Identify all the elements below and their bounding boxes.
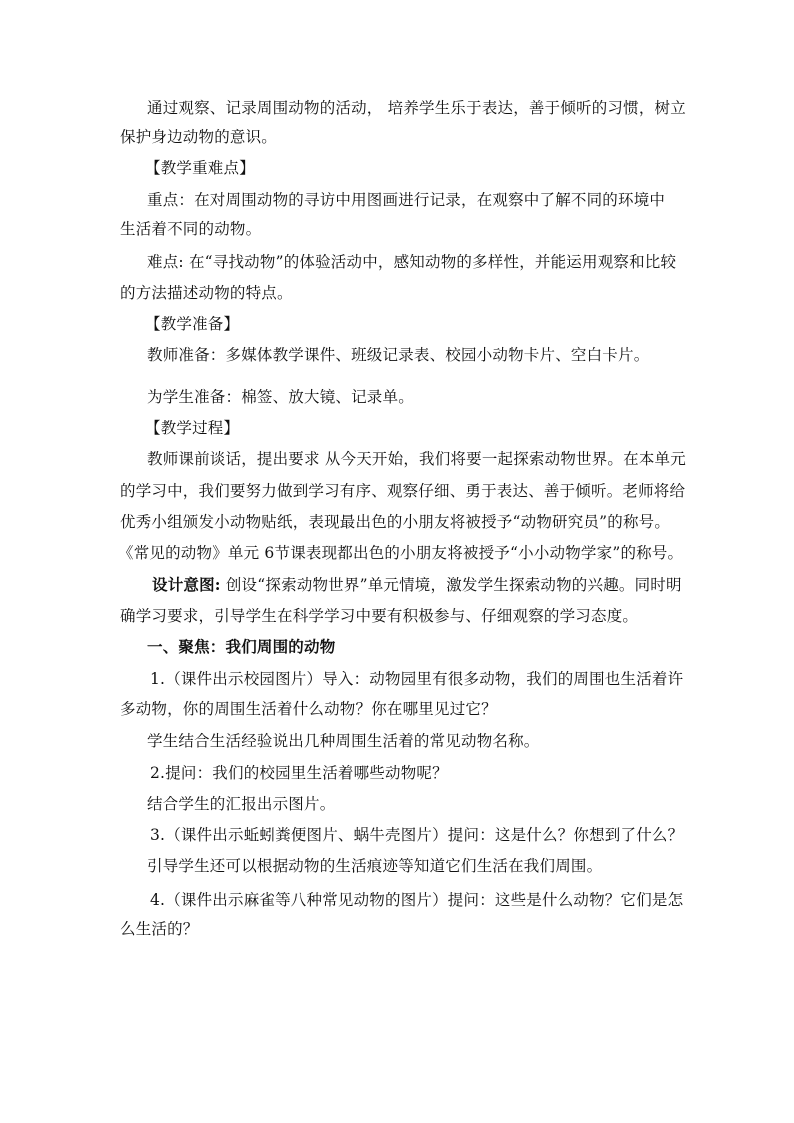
item-3: 3.（课件出示蚯蚓粪便图片、蜗牛壳图片）提问：这是什么？你想到了什么？ [150, 826, 684, 844]
process-intro-line-2: 的学习中，我们要努力做到学习有序、观察仔细、勇于表达、善于倾听。老师将给 [120, 482, 686, 500]
process-heading: 【教学过程】 [145, 419, 240, 437]
key-point-line-2: 生活着不同的动物。 [120, 220, 262, 238]
item-4-line-2: 么生活的？ [120, 920, 199, 938]
goal-text-line-1: 通过观察、记录周围动物的活动， 培养学生乐于表达，善于倾听的习惯，树立 [147, 99, 686, 117]
design-intent-label: 设计意图: [152, 575, 221, 594]
item-1-response: 学生结合生活经验说出几种周围生活着的常见动物名称。 [147, 732, 540, 750]
item-1-line-2: 多动物，你的周围生活着什么动物？你在哪里见过它？ [120, 700, 497, 718]
goal-text-line-2: 保护身边动物的意识。 [120, 128, 278, 146]
design-intent-line-2: 确学习要求，引导学生在科学学习中要有积极参与、仔细观察的学习态度。 [120, 607, 639, 625]
teacher-preparation: 教师准备：多媒体教学课件、班级记录表、校园小动物卡片、空白卡片。 [147, 346, 650, 364]
process-intro-line-1: 教师课前谈话，提出要求 从今天开始，我们将要一起探索动物世界。在本单元 [147, 450, 686, 468]
preparation-heading: 【教学准备】 [145, 315, 240, 333]
item-3-response: 引导学生还可以根据动物的生活痕迹等知道它们生活在我们周围。 [147, 857, 603, 875]
process-intro-line-3: 优秀小组颁发小动物贴纸，表现最出色的小朋友将被授予“动物研究员”的称号。 [120, 513, 671, 531]
difficult-point-line-1: 难点: 在“寻找动物”的体验活动中，感知动物的多样性，并能运用观察和比较 [147, 253, 677, 271]
design-intent-line-1 [152, 575, 682, 595]
section-heading-focus: 一、聚焦：我们周围的动物 [147, 637, 336, 656]
key-point-line-1: 重点：在对周围动物的寻访中用图画进行记录，在观察中了解不同的环境中 [147, 191, 666, 209]
item-4-line-1: 4.（课件出示麻雀等八种常见动物的图片）提问：这些是什么动物？它们是怎 [150, 891, 684, 909]
process-intro-line-4: 《常见的动物》单元 6节课表现都出色的小朋友将被授予“小小动物学家”的称号。 [118, 544, 684, 562]
student-preparation: 为学生准备：棉签、放大镜、记录单。 [147, 388, 414, 406]
difficulty-heading: 【教学重难点】 [145, 159, 255, 177]
item-2: 2.提问：我们的校园里生活着哪些动物呢？ [150, 764, 448, 782]
item-2-response: 结合学生的汇报出示图片。 [147, 795, 336, 813]
difficult-point-line-2: 的方法描述动物的特点。 [120, 284, 293, 302]
item-1-line-1: 1.（课件出示校园图片）导入：动物园里有很多动物，我们的周围也生活着许 [150, 670, 684, 688]
design-intent-text: 创设“探索动物世界”单元情境，激发学生探索动物的兴趣。同时明 [220, 576, 682, 594]
